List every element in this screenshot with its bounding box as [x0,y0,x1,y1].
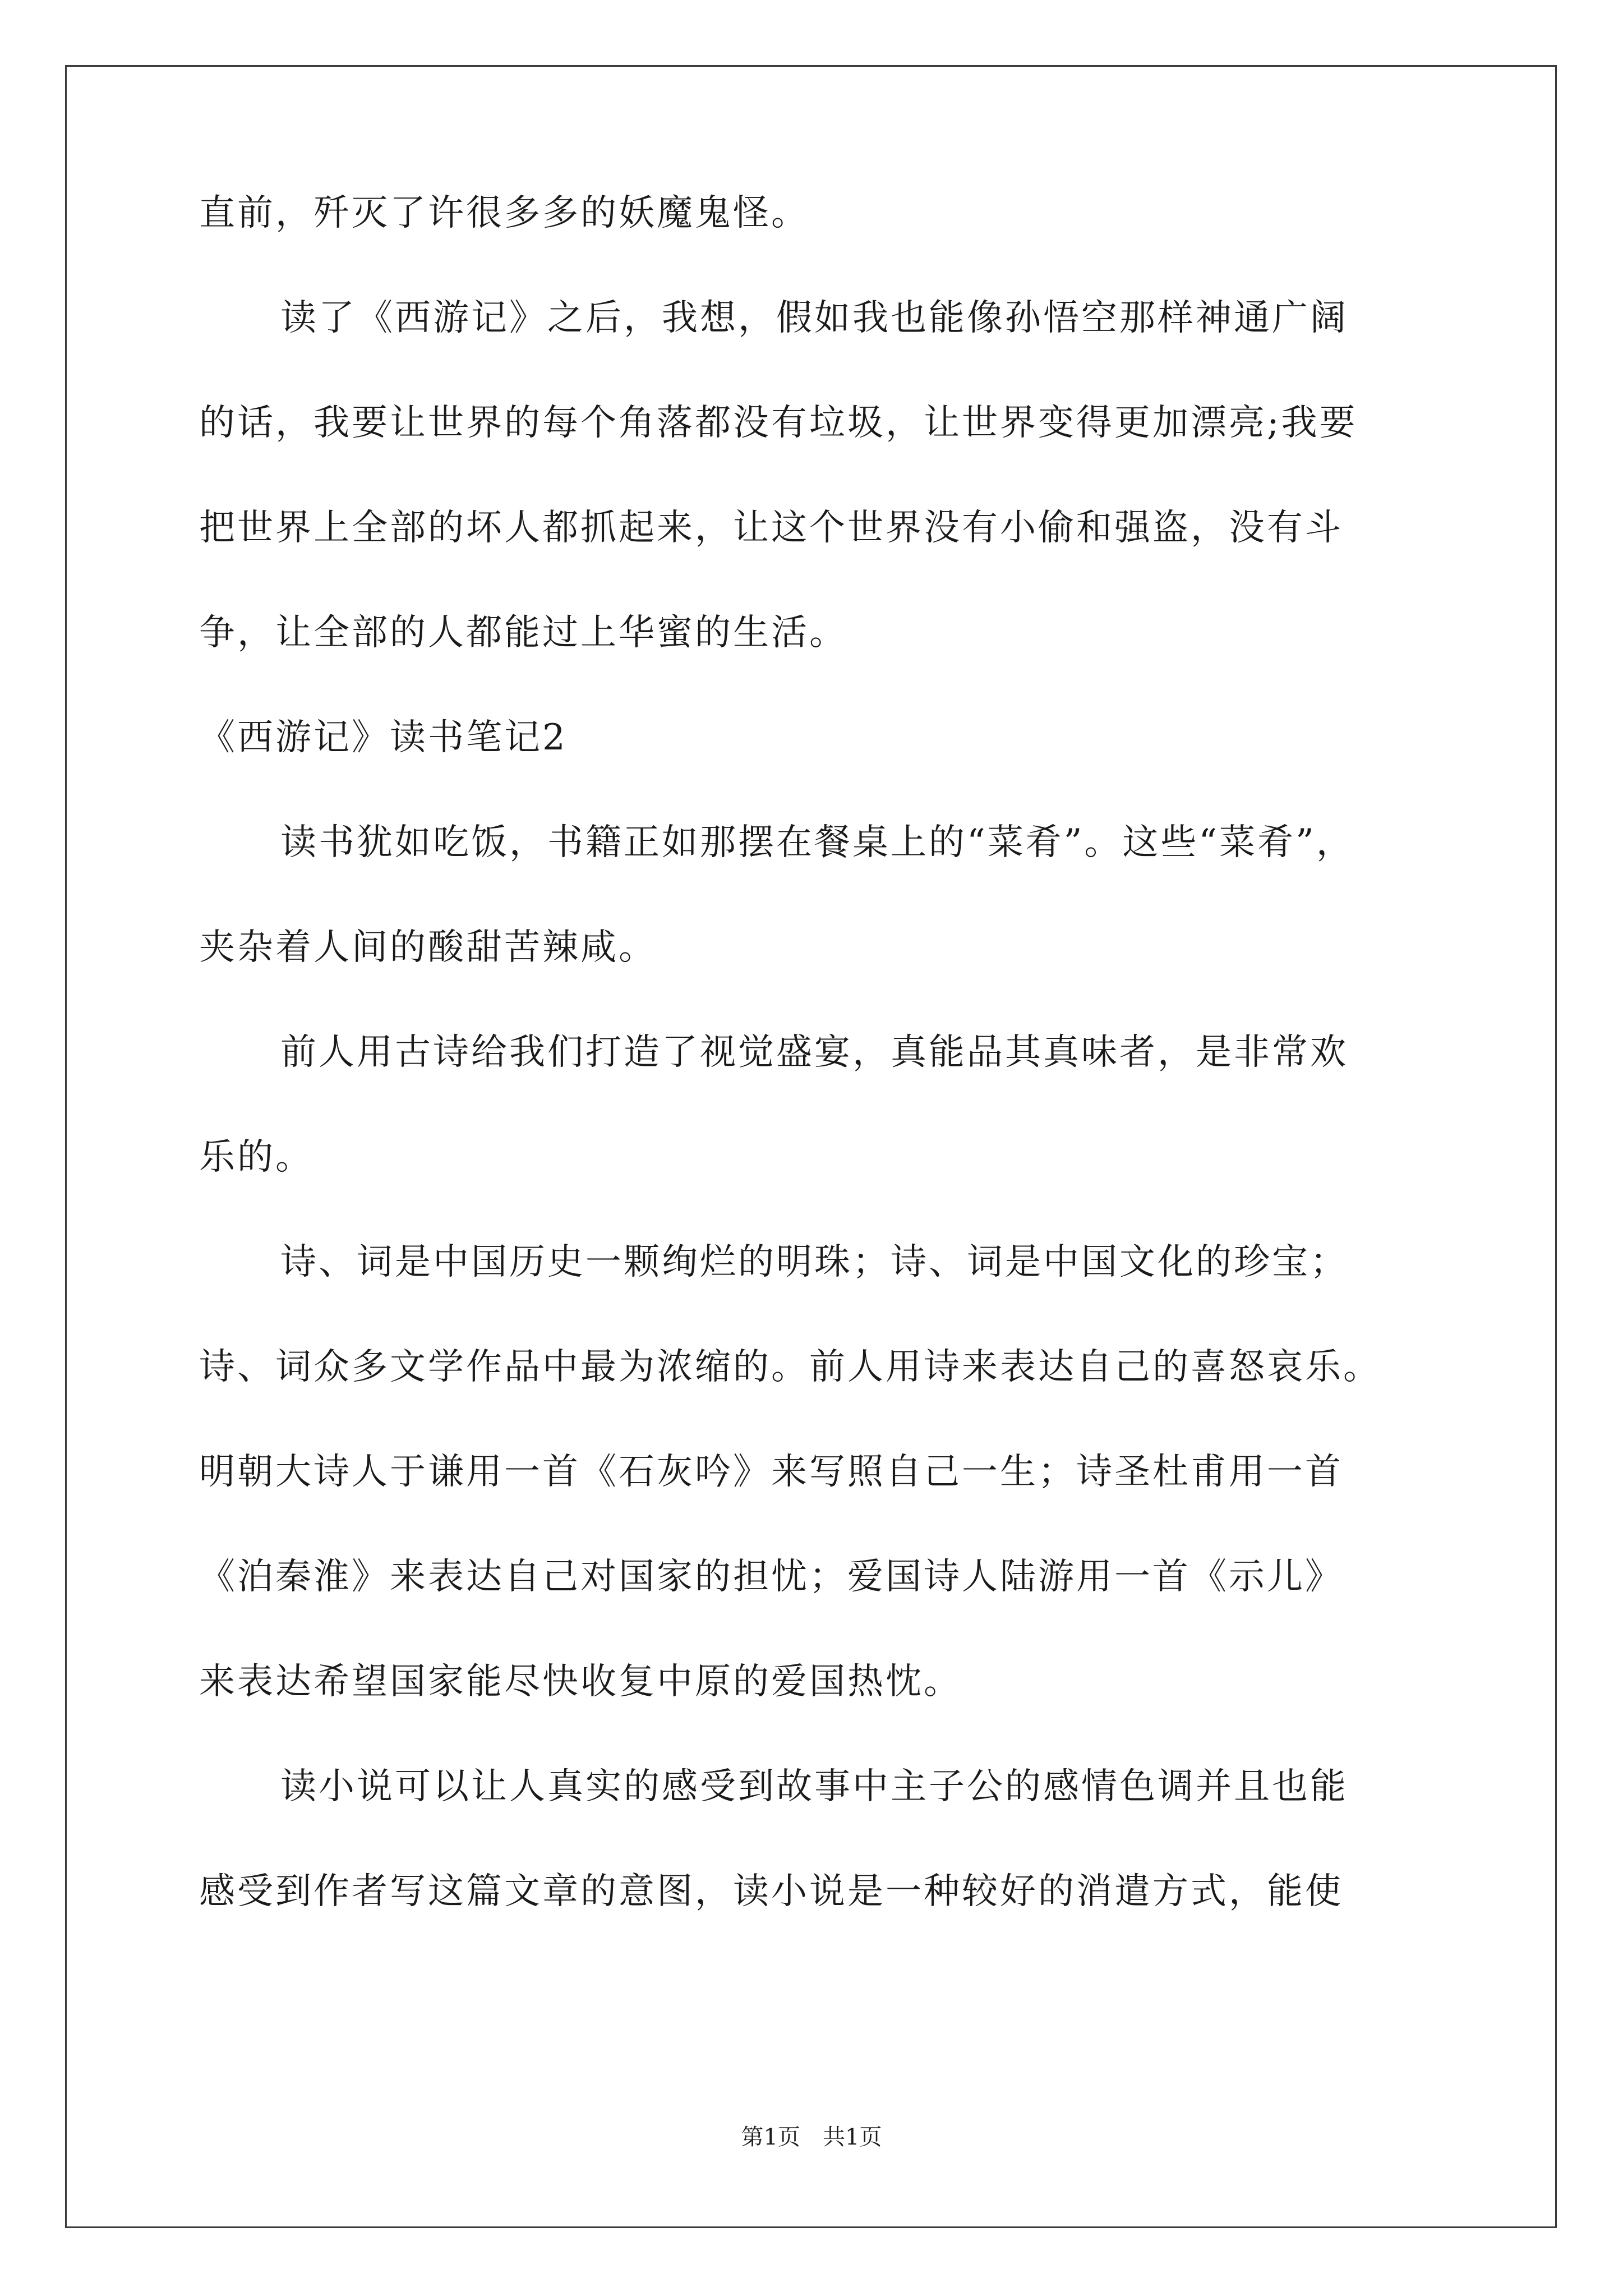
paragraph-line: 来表达希望国家能尽快收复中原的爱国热忱。 [199,1661,962,1703]
paragraph-line: 乐的。 [199,1137,313,1178]
paragraph-line: 读小说可以让人真实的感受到故事中主子公的感情色调并且也能 [280,1766,1348,1807]
paragraph-line: 诗、词众多文学作品中最为浓缩的。前人用诗来表达自己的喜怒哀乐。 [199,1346,1381,1388]
paragraph-line: 读书犹如吃饭，书籍正如那摆在餐桌上的“菜肴”。这些“菜肴”， [280,822,1354,863]
paragraph-line: 前人用古诗给我们打造了视觉盛宴，真能品其真味者，是非常欢 [280,1032,1348,1073]
paragraph-line: 的话，我要让世界的每个角落都没有垃圾，让世界变得更加漂亮;我要 [199,402,1358,444]
paragraph-line: 读了《西游记》之后，我想，假如我也能像孙悟空那样神通广阔 [280,297,1348,339]
paragraph-line: 直前，歼灭了许很多多的妖魔鬼怪。 [199,192,809,234]
paragraph-line: 明朝大诗人于谦用一首《石灰吟》来写照自己一生；诗圣杜甫用一首 [199,1451,1343,1493]
paragraph-line: 夹杂着人间的酸甜苦辣咸。 [199,927,657,968]
paragraph-line: 《泊秦淮》来表达自己对国家的担忧；爱国诗人陆游用一首《示儿》 [199,1556,1343,1598]
paragraph-line: 诗、词是中国历史一颗绚烂的明珠；诗、词是中国文化的珍宝； [280,1241,1348,1283]
paragraph-line: 争，让全部的人都能过上华蜜的生活。 [199,612,847,654]
page-total: 共1页 [823,2124,882,2150]
page-number: 第1页 [741,2124,800,2150]
paragraph-line: 把世界上全部的坏人都抓起来，让这个世界没有小偷和强盗，没有斗 [199,507,1343,549]
paragraph-line: 感受到作者写这篇文章的意图，读小说是一种较好的消遣方式，能使 [199,1871,1343,1912]
section-heading: 《西游记》读书笔记2 [199,717,568,758]
page-footer [0,2123,1623,2151]
